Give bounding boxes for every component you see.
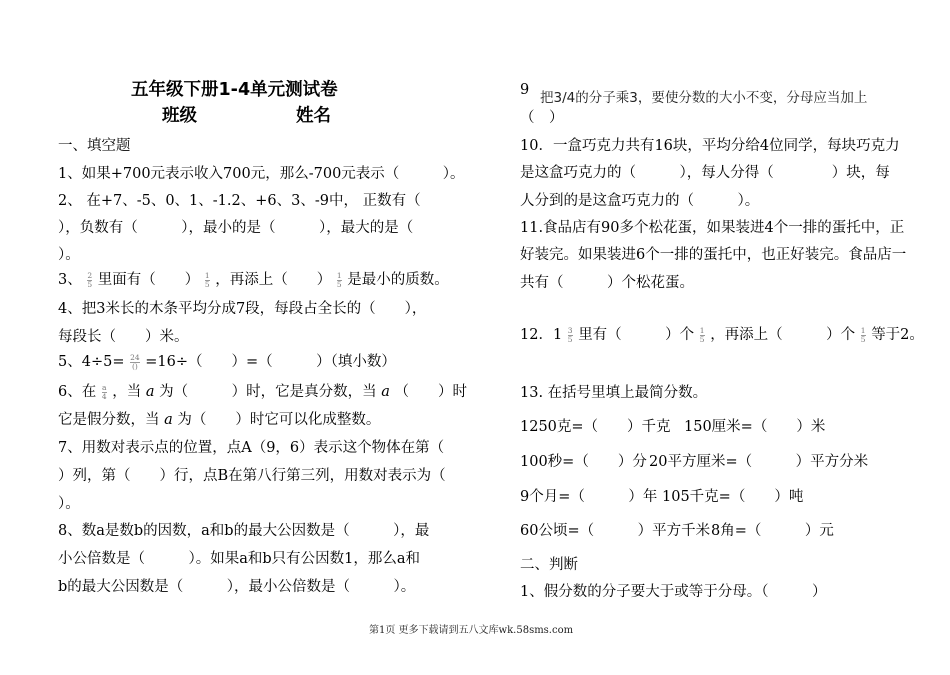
question-7-line-1: 7、用数对表示点的位置，点A（9，6）表示这个物体在第（ xyxy=(58,440,445,456)
variable-a: a xyxy=(164,412,173,428)
section-judgment-heading: 二、判断 xyxy=(520,557,578,573)
question-3-part: 里面有（ ） xyxy=(97,272,200,288)
question-6-line-2 xyxy=(58,410,380,430)
question-6-part: （ ）时 xyxy=(394,384,467,400)
question-9-text: 把3/4的分子乘3，要使分数的大小不变，分母应当加上 xyxy=(540,90,868,106)
question-8-line-3: b的最大公因数是（ ），最小公倍数是（ ）。 xyxy=(58,579,416,595)
question-2-line-2: ），负数有（ ），最小的是（ ），最大的是（ xyxy=(58,220,414,236)
question-4-line-1: 4、把3米长的木条平均分成7段，每段占全长的（ ）， xyxy=(58,301,427,317)
question-12-part: 里有（ ）个 xyxy=(578,327,695,343)
question-9-blank: （ ） xyxy=(520,110,564,126)
conversion-seconds: 100秒=（ ）分 xyxy=(520,454,647,470)
section-fill-in-heading: 一、填空题 xyxy=(58,138,131,154)
judgment-1: 1、假分数的分子要大于或等于分母。（ ） xyxy=(520,584,827,600)
conversion-grams: 1250克=（ ）千克 xyxy=(520,419,671,435)
fraction: $\frac{1}{5}$ xyxy=(699,325,705,344)
fraction: $\frac{a}{4}$ xyxy=(101,382,107,401)
question-11-line-1: 11.食品店有90多个松花蛋，如果装进4个一排的蛋托中，正 xyxy=(520,220,905,236)
fraction: $\frac{24}{()}$ xyxy=(130,352,140,371)
question-8-line-2: 小公倍数是（ ）。如果a和b只有公因数1，那么a和 xyxy=(58,551,421,567)
question-6-part: 为（ ）时，它是真分数，当 xyxy=(159,384,377,400)
question-12-part: 12．1 xyxy=(520,327,563,343)
question-6-part: 6、在 xyxy=(58,384,97,400)
class-label: 班级 xyxy=(162,106,197,126)
question-6-part: 为（ ）时它可以化成整数。 xyxy=(177,412,381,428)
question-9-number: 9 xyxy=(520,82,530,98)
question-8-line-1: 8、数a是数b的因数，a和b的最大公因数是（ ），最 xyxy=(58,523,430,539)
fraction: $\frac{1}{5}$ xyxy=(336,270,342,289)
fraction: $\frac{1}{5}$ xyxy=(860,325,866,344)
question-12 xyxy=(520,325,924,345)
conversion-jiao: 8角=（ ）元 xyxy=(711,523,834,539)
conversion-square-cm: 20平方厘米=（ ）平方分米 xyxy=(649,454,869,470)
question-1: 1、如果+700元表示收入700元，那么-700元表示（ ）。 xyxy=(58,166,465,182)
question-12-part: ，再添上（ ）个 xyxy=(710,327,856,343)
question-13: 13. 在括号里填上最简分数。 xyxy=(520,385,708,401)
page-title: 五年级下册1-4单元测试卷 xyxy=(131,80,338,100)
question-3-part: 是最小的质数。 xyxy=(347,272,449,288)
conversion-centimeters: 150厘米=（ ）米 xyxy=(684,419,826,435)
question-11-line-2: 好装完。如果装进6个一排的蛋托中，也正好装完。食品店一 xyxy=(520,247,907,263)
variable-a: a xyxy=(145,384,155,400)
question-3-part: ，再添上（ ） xyxy=(215,272,332,288)
question-11-line-3: 共有（ ）个松花蛋。 xyxy=(520,275,694,291)
variable-a: a xyxy=(381,384,390,400)
question-5-part: =16÷（ ）=（ ）（填小数） xyxy=(145,354,396,370)
question-10-line-2: 是这盒巧克力的（ ），每人分得（ ）块，每 xyxy=(520,165,890,181)
question-10-line-3: 人分到的是这盒巧克力的（ ）。 xyxy=(520,193,760,209)
question-10-line-1: 10．一盒巧克力共有16块，平均分给4位同学，每块巧克力 xyxy=(520,138,900,154)
question-2-line-3: ）。 xyxy=(58,247,80,263)
fraction: $\frac{3}{5}$ xyxy=(567,325,573,344)
question-2-line-1: 2、 在+7、-5、0、1、-1.2、+6、3、-9中， 正数有（ xyxy=(58,193,421,209)
question-6-part: ，当 xyxy=(112,384,142,400)
question-4-line-2: 每段长（ ）米。 xyxy=(58,329,189,345)
conversion-hectares: 60公顷=（ ）平方千米 xyxy=(520,523,711,539)
question-3-part: 3、 xyxy=(58,272,82,288)
question-12-part: 等于2。 xyxy=(871,327,924,343)
page-footer: 第1页 更多下载请到五八文库wk.58sms.com xyxy=(369,625,574,636)
conversion-months: 9个月=（ ）年 xyxy=(520,489,658,505)
question-7-line-2: ）列，第（ ）行，点B在第八行第三列，用数对表示为（ xyxy=(58,468,446,484)
question-5-part: 5、4÷5= xyxy=(58,354,125,370)
question-3 xyxy=(58,270,449,290)
question-6-line-1 xyxy=(58,382,467,402)
question-7-line-3: ）。 xyxy=(58,496,80,512)
fraction: $\frac{2}{5}$ xyxy=(87,270,93,289)
question-5 xyxy=(58,352,396,372)
conversion-kilograms: 105千克=（ ）吨 xyxy=(662,489,804,505)
fraction: $\frac{1}{5}$ xyxy=(204,270,210,289)
name-label: 姓名 xyxy=(296,106,331,126)
question-6-part: 它是假分数，当 xyxy=(58,412,160,428)
